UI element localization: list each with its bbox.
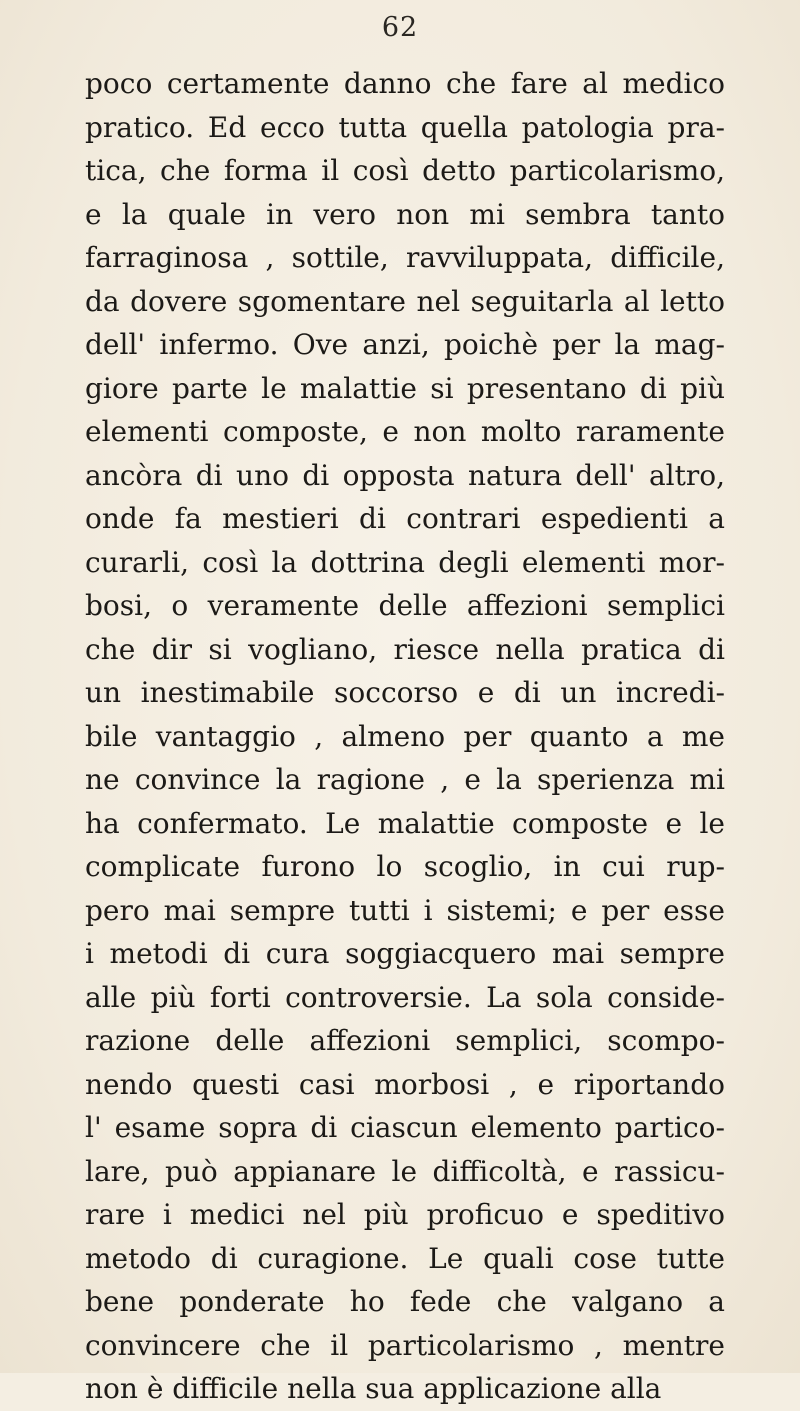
text-line-11: onde fa mestieri di contrari espedienti a [85, 502, 725, 535]
text-line-22: alle più forti controversie. La sola conside- [85, 980, 725, 1014]
body-text [85, 62, 725, 1411]
text-line-29: bene ponderate ho fede che valgano a [85, 1285, 725, 1318]
text-line-1: poco certamente danno che fare al medico [85, 67, 725, 100]
text-line-24: nendo questi casi morbosi , e riportando [85, 1067, 725, 1101]
text-line-13: bosi, o veramente delle affezioni semplici [85, 589, 725, 622]
text-line-5: farraginosa , sottile, ravviluppata, difficile, [85, 241, 725, 274]
text-line-30: convincere che il particolarismo , mentre [85, 1328, 725, 1362]
text-line-23: razione delle affezioni semplici, scompo- [85, 1024, 725, 1057]
text-line-2: pratico. Ed ecco tutta quella patologia pra- [85, 110, 725, 144]
text-line-7: dell' infermo. Ove anzi, poichè per la mag- [85, 328, 725, 361]
text-line-4: e la quale in vero non mi sembra tanto [85, 197, 725, 231]
text-line-19: complicate furono lo scoglio, in cui rup- [85, 850, 725, 883]
text-line-15: un inestimabile soccorso e di un incredi- [85, 676, 725, 709]
text-line-10: ancòra di uno di opposta natura dell' altro, [85, 458, 725, 492]
text-line-18: ha confermato. Le malattie composte e le [85, 806, 725, 840]
text-line-8: giore parte le malattie si presentano di più [85, 371, 725, 405]
text-line-25: l' esame sopra di ciascun elemento partico- [85, 1111, 725, 1144]
text-line-14: che dir si vogliano, riesce nella pratica di [85, 632, 725, 666]
text-line-17: ne convince la ragione , e la sperienza mi [85, 763, 725, 796]
text-line-12: curarli, così la dottrina degli elementi mor- [85, 545, 725, 579]
text-line-31: non è difficile nella sua applicazione alla [85, 1372, 662, 1405]
page-number: 62 [381, 12, 419, 43]
text-line-3: tica, che forma il così detto particolarismo, [85, 154, 725, 187]
text-line-26: lare, può appianare le difficoltà, e rassicu- [85, 1154, 725, 1188]
text-line-6: da dovere sgomentare nel seguitarla al letto [85, 284, 725, 318]
text-line-20: pero mai sempre tutti i sistemi; e per esse [85, 893, 725, 927]
text-line-9: elementi composte, e non molto raramente [85, 415, 725, 448]
text-line-21: i metodi di cura soggiacquero mai sempre [85, 937, 725, 970]
text-line-27: rare i medici nel più proficuo e speditivo [85, 1198, 725, 1231]
text-line-16: bile vantaggio , almeno per quanto a me [85, 719, 725, 753]
text-line-28: metodo di curagione. Le quali cose tutte [85, 1241, 725, 1275]
